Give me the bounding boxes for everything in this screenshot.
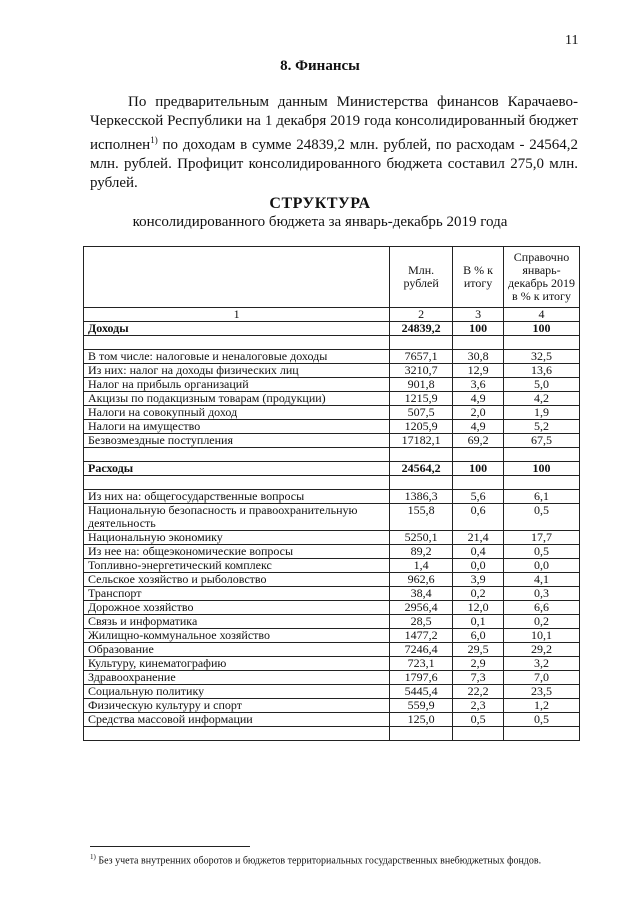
row-percent: 6,0 — [453, 629, 504, 643]
row-percent: 4,9 — [453, 420, 504, 434]
spacer-row — [84, 448, 580, 462]
row-reference: 0,2 — [504, 615, 580, 629]
spacer-cell — [84, 727, 390, 741]
row-label: Налог на прибыль организаций — [84, 378, 390, 392]
column-number: 2 — [390, 308, 453, 322]
row-percent: 5,6 — [453, 490, 504, 504]
spacer-cell — [390, 476, 453, 490]
row-value: 125,0 — [390, 713, 453, 727]
row-label: Сельское хозяйство и рыболовство — [84, 573, 390, 587]
table-row — [84, 671, 580, 685]
spacer-row — [84, 476, 580, 490]
row-reference: 5,2 — [504, 420, 580, 434]
row-percent: 0,5 — [453, 713, 504, 727]
row-percent: 22,2 — [453, 685, 504, 699]
row-label: Национальную безопасность и правоохранительную деятельность — [84, 504, 390, 531]
row-reference: 17,7 — [504, 531, 580, 545]
table-header-row — [84, 247, 580, 308]
row-label: Жилищно-коммунальное хозяйство — [84, 629, 390, 643]
spacer-cell — [453, 448, 504, 462]
footnote-divider — [90, 846, 250, 847]
row-reference: 5,0 — [504, 378, 580, 392]
table-row — [84, 601, 580, 615]
row-reference: 67,5 — [504, 434, 580, 448]
spacer-cell — [390, 448, 453, 462]
intro-text-part2: по доходам в сумме 24839,2 млн. рублей, по расходам - 24564,2 млн. рублей. Профицит консолидированного бюджета составил 275,0 млн. рублей. — [90, 137, 578, 191]
row-percent: 3,9 — [453, 573, 504, 587]
table-row — [84, 504, 580, 531]
table-row — [84, 420, 580, 434]
row-value: 723,1 — [390, 657, 453, 671]
row-value: 559,9 — [390, 699, 453, 713]
row-label: Расходы — [84, 462, 390, 476]
expense-total-row — [84, 462, 580, 476]
row-reference: 6,1 — [504, 490, 580, 504]
row-percent: 2,0 — [453, 406, 504, 420]
row-label: Из них на: общегосударственные вопросы — [84, 490, 390, 504]
header-cell: В % к итогу — [453, 247, 504, 308]
row-label: Акцизы по подакцизным товарам (продукции) — [84, 392, 390, 406]
row-reference: 100 — [504, 462, 580, 476]
row-reference: 13,6 — [504, 364, 580, 378]
footnote-text: Без учета внутренних оборотов и бюджетов территориальных государственных внебюджетных фондов. — [95, 855, 542, 867]
row-reference: 1,2 — [504, 699, 580, 713]
row-label: Национальную экономику — [84, 531, 390, 545]
row-label: Из нее на: общеэкономические вопросы — [84, 545, 390, 559]
table-row — [84, 434, 580, 448]
row-reference: 32,5 — [504, 350, 580, 364]
row-label: Дорожное хозяйство — [84, 601, 390, 615]
row-percent: 0,2 — [453, 587, 504, 601]
row-value: 24839,2 — [390, 322, 453, 336]
row-value: 901,8 — [390, 378, 453, 392]
table-row — [84, 657, 580, 671]
row-value: 17182,1 — [390, 434, 453, 448]
row-label: Налоги на имущество — [84, 420, 390, 434]
spacer-cell — [453, 336, 504, 350]
table-row — [84, 378, 580, 392]
table-row — [84, 713, 580, 727]
row-percent: 29,5 — [453, 643, 504, 657]
spacer-cell — [504, 336, 580, 350]
row-value: 2956,4 — [390, 601, 453, 615]
page-number: 11 — [565, 33, 579, 48]
row-value: 89,2 — [390, 545, 453, 559]
row-value: 962,6 — [390, 573, 453, 587]
row-value: 5445,4 — [390, 685, 453, 699]
row-percent: 0,1 — [453, 615, 504, 629]
spacer-cell — [504, 476, 580, 490]
row-reference: 0,0 — [504, 559, 580, 573]
table-row — [84, 615, 580, 629]
spacer-cell — [84, 336, 390, 350]
section-title: 8. Финансы — [280, 58, 360, 74]
header-cell — [84, 247, 390, 308]
row-label: Здравоохранение — [84, 671, 390, 685]
footnote — [90, 853, 541, 866]
table-row — [84, 545, 580, 559]
row-value: 1797,6 — [390, 671, 453, 685]
column-number-row — [84, 308, 580, 322]
row-reference: 0,5 — [504, 504, 580, 531]
row-reference: 3,2 — [504, 657, 580, 671]
table-row — [84, 406, 580, 420]
row-percent: 69,2 — [453, 434, 504, 448]
intro-paragraph — [90, 93, 578, 193]
column-number: 4 — [504, 308, 580, 322]
row-percent: 2,9 — [453, 657, 504, 671]
row-value: 1386,3 — [390, 490, 453, 504]
table-row — [84, 490, 580, 504]
row-label: Транспорт — [84, 587, 390, 601]
row-label: Социальную политику — [84, 685, 390, 699]
row-reference: 10,1 — [504, 629, 580, 643]
structure-subtitle: консолидированного бюджета за январь-декабрь 2019 года — [132, 214, 508, 230]
spacer-cell — [504, 448, 580, 462]
spacer-cell — [84, 476, 390, 490]
table-row — [84, 350, 580, 364]
row-reference: 0,5 — [504, 713, 580, 727]
row-label: Доходы — [84, 322, 390, 336]
row-percent: 100 — [453, 322, 504, 336]
row-reference: 4,2 — [504, 392, 580, 406]
row-percent: 100 — [453, 462, 504, 476]
row-value: 155,8 — [390, 504, 453, 531]
row-label: Налоги на совокупный доход — [84, 406, 390, 420]
row-label: Связь и информатика — [84, 615, 390, 629]
table-row — [84, 364, 580, 378]
row-value: 1215,9 — [390, 392, 453, 406]
row-percent: 0,4 — [453, 545, 504, 559]
row-value: 507,5 — [390, 406, 453, 420]
structure-title: СТРУКТУРА — [269, 195, 371, 212]
row-value: 24564,2 — [390, 462, 453, 476]
row-label: В том числе: налоговые и неналоговые доходы — [84, 350, 390, 364]
spacer-cell — [390, 336, 453, 350]
table-row — [84, 587, 580, 601]
table-row — [84, 643, 580, 657]
row-reference: 0,3 — [504, 587, 580, 601]
spacer-row — [84, 336, 580, 350]
row-percent: 12,0 — [453, 601, 504, 615]
budget-structure-table — [83, 246, 580, 741]
row-value: 1477,2 — [390, 629, 453, 643]
row-percent: 0,6 — [453, 504, 504, 531]
row-reference: 23,5 — [504, 685, 580, 699]
row-value: 7246,4 — [390, 643, 453, 657]
footnote-mark: 1) — [90, 853, 96, 861]
row-value: 3210,7 — [390, 364, 453, 378]
spacer-cell — [504, 727, 580, 741]
row-percent: 30,8 — [453, 350, 504, 364]
column-number: 1 — [84, 308, 390, 322]
footnote-reference: 1) — [150, 135, 158, 145]
row-percent: 3,6 — [453, 378, 504, 392]
spacer-cell — [390, 727, 453, 741]
table-row — [84, 685, 580, 699]
row-label: Топливно-энергетический комплекс — [84, 559, 390, 573]
row-percent: 4,9 — [453, 392, 504, 406]
row-label: Безвозмездные поступления — [84, 434, 390, 448]
row-percent: 21,4 — [453, 531, 504, 545]
row-value: 1205,9 — [390, 420, 453, 434]
spacer-cell — [453, 476, 504, 490]
column-number: 3 — [453, 308, 504, 322]
row-reference: 29,2 — [504, 643, 580, 657]
header-cell: Млн. рублей — [390, 247, 453, 308]
spacer-cell — [84, 448, 390, 462]
row-reference: 4,1 — [504, 573, 580, 587]
table-row — [84, 531, 580, 545]
table-row — [84, 392, 580, 406]
header-cell: Справочно январь-декабрь 2019 в % к итогу — [504, 247, 580, 308]
row-label: Средства массовой информации — [84, 713, 390, 727]
table-row — [84, 559, 580, 573]
row-label: Физическую культуру и спорт — [84, 699, 390, 713]
row-reference: 1,9 — [504, 406, 580, 420]
spacer-row — [84, 727, 580, 741]
row-percent: 7,3 — [453, 671, 504, 685]
row-value: 7657,1 — [390, 350, 453, 364]
income-total-row — [84, 322, 580, 336]
intro-text-part1: По предварительным данным Министерства финансов Карачаево-Черкесской Республики на 1 декабря 2019 года консолидированный бюджет исполнен — [90, 94, 578, 153]
row-value: 5250,1 — [390, 531, 453, 545]
row-percent: 2,3 — [453, 699, 504, 713]
table-row — [84, 573, 580, 587]
row-reference: 6,6 — [504, 601, 580, 615]
row-label: Культуру, кинематографию — [84, 657, 390, 671]
row-value: 1,4 — [390, 559, 453, 573]
table-row — [84, 629, 580, 643]
row-value: 28,5 — [390, 615, 453, 629]
table-row — [84, 699, 580, 713]
row-reference: 0,5 — [504, 545, 580, 559]
row-label: Образование — [84, 643, 390, 657]
row-percent: 12,9 — [453, 364, 504, 378]
row-value: 38,4 — [390, 587, 453, 601]
row-label: Из них: налог на доходы физических лиц — [84, 364, 390, 378]
spacer-cell — [453, 727, 504, 741]
row-percent: 0,0 — [453, 559, 504, 573]
row-reference: 100 — [504, 322, 580, 336]
row-reference: 7,0 — [504, 671, 580, 685]
